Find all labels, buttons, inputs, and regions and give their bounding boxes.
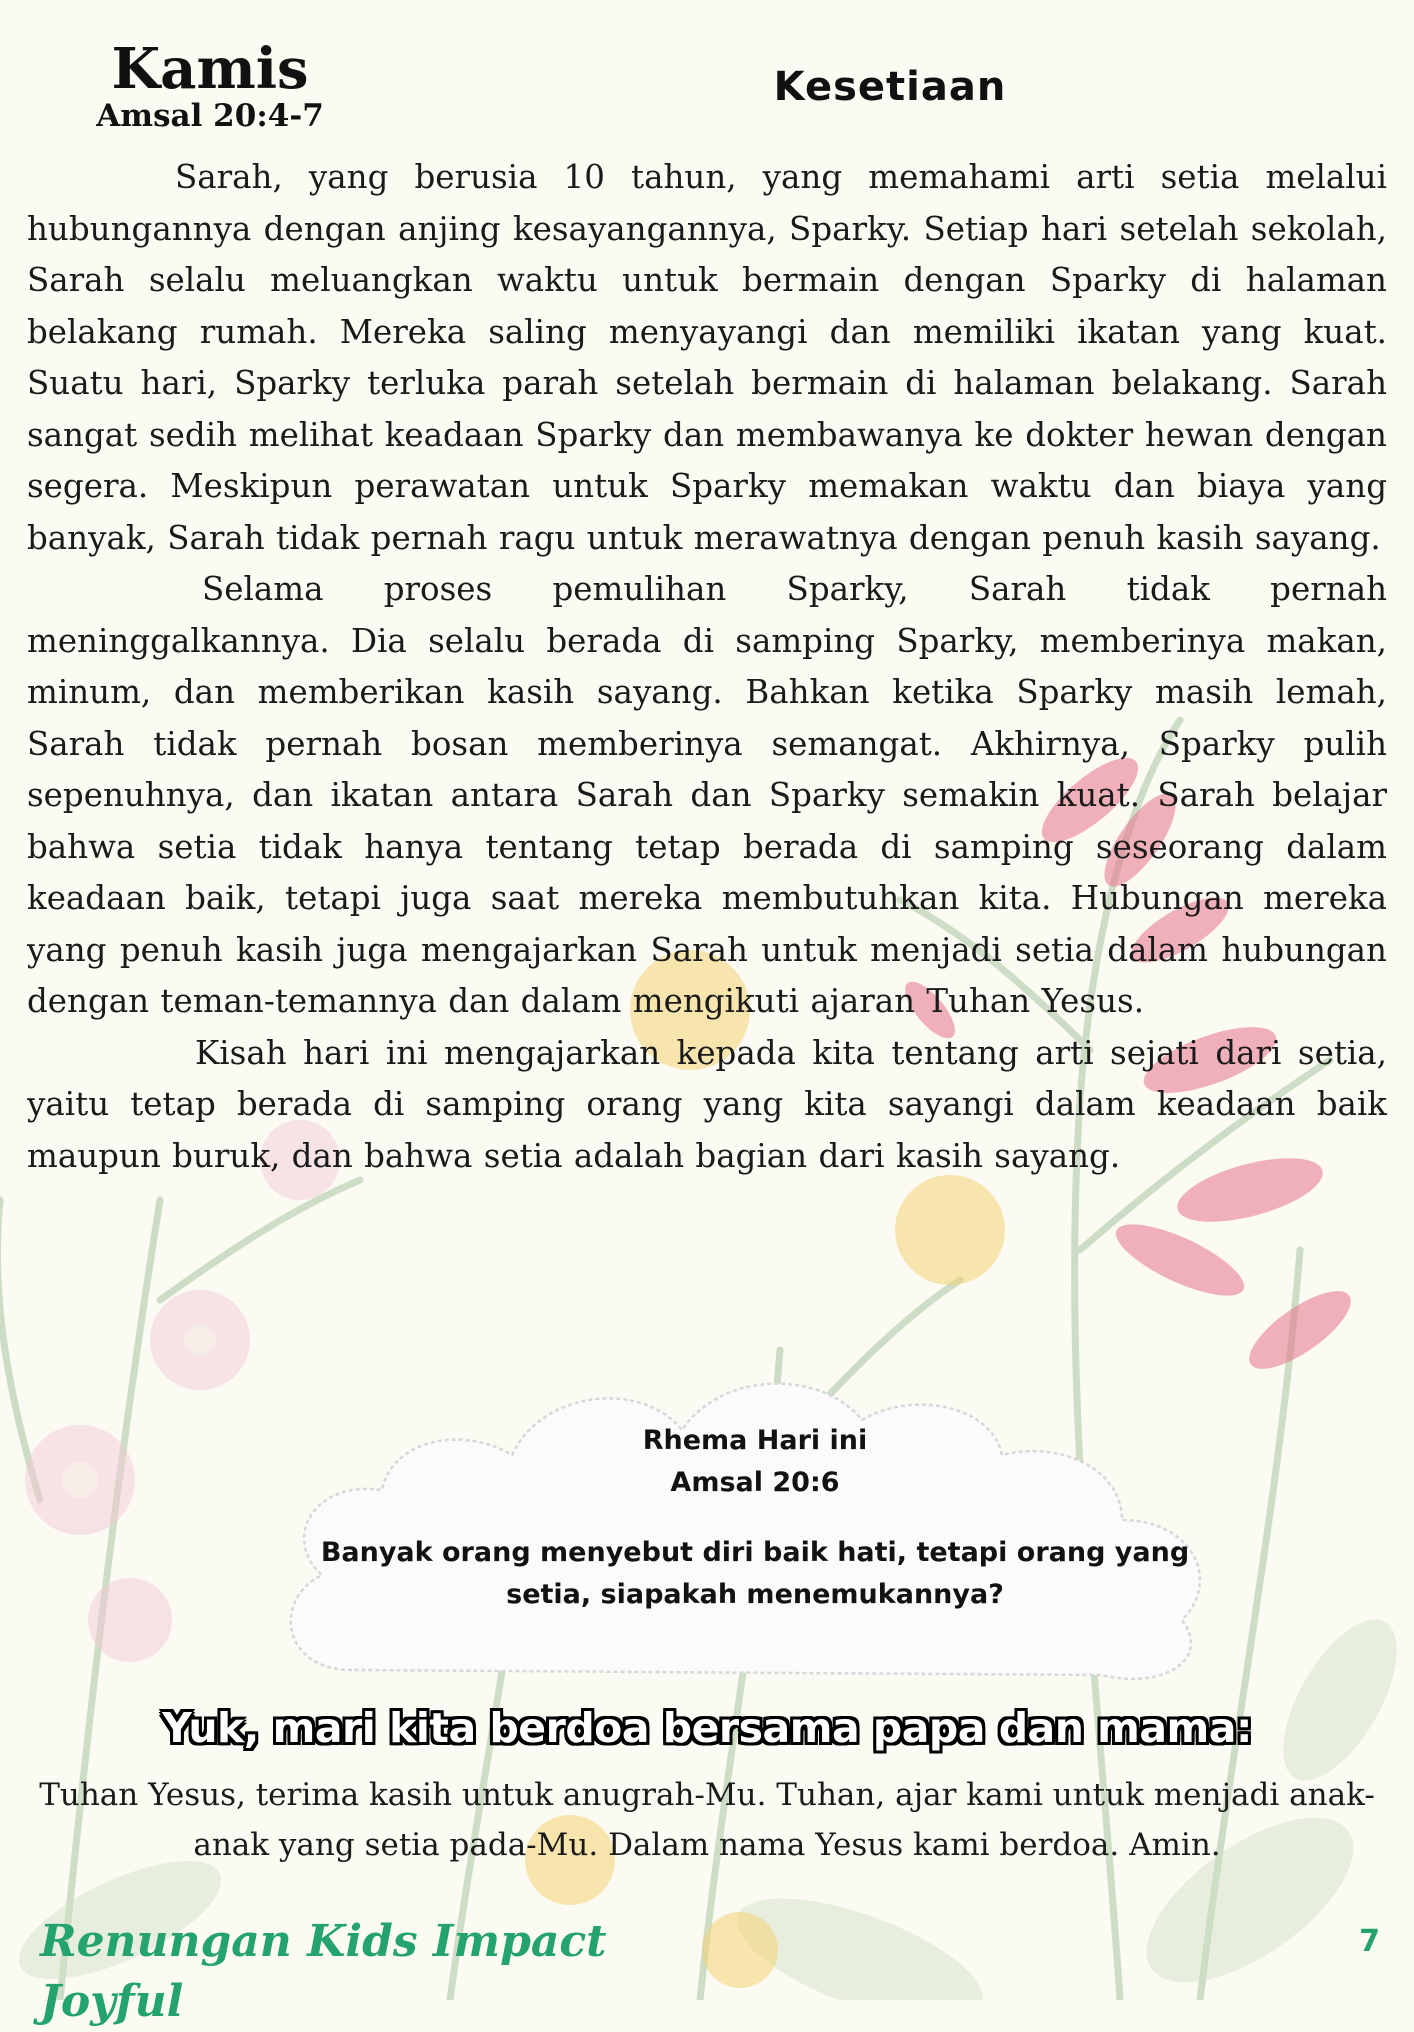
prayer-heading: Yuk, mari kita berdoa bersama papa dan mama: [162, 1704, 1252, 1752]
rhema-box [300, 1420, 1210, 1616]
rhema-verse: Banyak orang menyebut diri baik hati, tetapi orang yang setia, siapakah menemukannya? [320, 1537, 1190, 1610]
footer-brand: Renungan Kids Impact Joyful [40, 1916, 607, 2027]
story-paragraph: Sarah, yang berusia 10 tahun, yang memahami arti setia melalui hubungannya dengan anjing kesayangannya, Sparky. Setiap hari setelah sekolah, Sarah selalu meluangkan waktu untuk bermain dengan Sparky di halaman belakang rumah. Mereka saling menyayangi dan memiliki ikatan yang kuat. Suatu hari, Sparky terluka parah setelah bermain di halaman belakang. Sarah sangat sedih melihat keadaan Sparky dan membawanya ke dokter hewan dengan segera. Meskipun perawatan untuk Sparky memakan waktu dan biaya yang banyak, Sarah tidak pernah ragu untuk merawatnya dengan penuh kasih sayang. [27, 158, 1387, 557]
rhema-title: Rhema Hari ini [642, 1425, 868, 1456]
prayer-text: Tuhan Yesus, terima kasih untuk anugrah-Mu. Tuhan, ajar kami untuk menjadi anak-anak yang setia pada-Mu. Dalam nama Yesus kami berdoa. Amin. [39, 1777, 1375, 1863]
story-body [27, 152, 1387, 1182]
page-number: 7 [1359, 1924, 1380, 1959]
rhema-reference: Amsal 20:6 [670, 1467, 840, 1498]
devotion-title: Kesetiaan [773, 64, 1007, 110]
story-paragraph: Selama proses pemulihan Sparky, Sarah tidak pernah meninggalkannya. Dia selalu berada di samping Sparky, memberinya makan, minum, dan memberikan kasih sayang. Bahkan ketika Sparky masih lemah, Sarah tidak pernah bosan memberinya semangat. Akhirnya, Sparky pulih sepenuhnya, dan ikatan antara Sarah dan Sparky semakin kuat. Sarah belajar bahwa setia tidak hanya tentang tetap berada di samping seseorang dalam keadaan baik, tetapi juga saat mereka membutuhkan kita. Hubungan mereka yang penuh kasih juga mengajarkan Sarah untuk menjadi setia dalam hubungan dengan teman-temannya dan dalam mengikuti ajaran Tuhan Yesus. [27, 570, 1387, 1020]
day-label: Kamis [111, 36, 309, 102]
verse-reference: Amsal 20:4-7 [96, 98, 324, 134]
story-paragraph: Kisah hari ini mengajarkan kepada kita tentang arti sejati dari setia, yaitu tetap berada di samping orang yang kita sayangi dalam keadaan baik maupun buruk, dan bahwa setia adalah bagian dari kasih sayang. [27, 1033, 1387, 1175]
